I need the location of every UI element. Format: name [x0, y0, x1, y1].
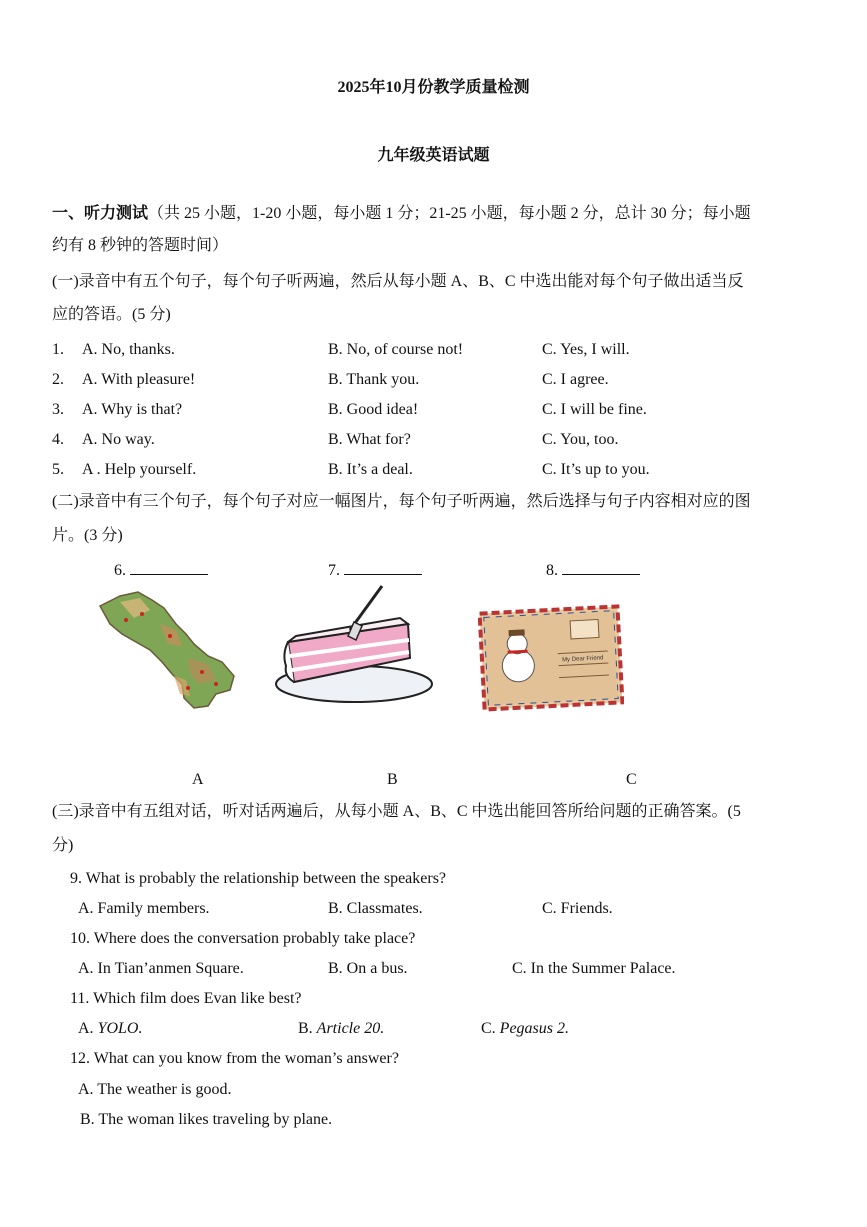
option-a: A. No, thanks.: [82, 341, 175, 358]
option-b: [298, 1019, 384, 1039]
question-10: 10. Where does the conversation probably take place?: [70, 930, 416, 947]
answer-blank-8: [546, 560, 640, 581]
film-title: YOLO.: [97, 1020, 143, 1037]
option-a: [78, 1019, 142, 1039]
option-b: B. Thank you.: [328, 371, 420, 388]
blank-line: [130, 560, 208, 575]
part1-instruction-b: 应的答语。(5 分): [52, 306, 171, 323]
section1-intro-a: （共 25 小题，1-20 小题，每小题 1 分；21-25 小题，每小题 2 分，总计 30 分；每小题: [148, 205, 751, 222]
answer-blank-6: [114, 560, 208, 581]
section1-intro-b: 约有 8 秒钟的答题时间）: [52, 237, 229, 254]
blank-number: 8.: [546, 562, 558, 579]
cake-icon: [270, 584, 435, 714]
option-a: A. Why is that?: [82, 401, 183, 418]
option-a: A. Family members.: [78, 900, 210, 917]
question-number: 1.: [52, 341, 64, 358]
question-11: 11. Which film does Evan like best?: [70, 990, 302, 1007]
option-b: B. On a bus.: [328, 960, 408, 977]
page-title: 2025年10月份教学质量检测: [337, 79, 530, 96]
blank-number: 7.: [328, 562, 340, 579]
option-a: A . Help yourself.: [82, 461, 197, 478]
option-letter: C.: [481, 1020, 500, 1037]
blank-line: [344, 560, 422, 575]
part2-instruction-a: (二)录音中有三个句子，每个句子对应一幅图片，每个句子听两遍，然后选择与句子内容相对应的图: [52, 493, 751, 510]
option-b: B. Classmates.: [328, 900, 423, 917]
film-title: Article 20.: [316, 1020, 385, 1037]
option-b: B. It’s a deal.: [328, 461, 413, 478]
question-number: 4.: [52, 431, 64, 448]
film-title: Pegasus 2.: [499, 1020, 569, 1037]
option-letter: B.: [298, 1020, 317, 1037]
option-c: C. It’s up to you.: [542, 461, 650, 478]
part3-instruction-b: 分): [52, 837, 74, 854]
question-number: 3.: [52, 401, 64, 418]
option-a: A. With pleasure!: [82, 371, 196, 388]
option-a: A. No way.: [82, 431, 155, 448]
page-subtitle: 九年级英语试题: [377, 147, 490, 164]
option-b: B. Good idea!: [328, 401, 419, 418]
blank-line: [562, 560, 640, 575]
map-icon: [90, 584, 240, 714]
option-letter: A.: [78, 1020, 98, 1037]
question-12: 12. What can you know from the woman’s answer?: [70, 1050, 399, 1067]
part1-instruction-a: (一)录音中有五个句子，每个句子听两遍，然后从每小题 A、B、C 中选出能对每个句子做出适当反: [52, 273, 744, 290]
section1-heading: 一、听力测试: [52, 205, 149, 222]
question-9: 9. What is probably the relationship between the speakers?: [70, 870, 447, 887]
postcard-text: My Dear Friend: [561, 655, 604, 664]
postcard-icon: [478, 604, 624, 712]
option-c: [481, 1019, 569, 1039]
picture-label-a: A: [192, 771, 204, 788]
option-a: A. In Tian’anmen Square.: [78, 960, 244, 977]
question-number: 5.: [52, 461, 64, 478]
option-a: A. The weather is good.: [78, 1081, 232, 1098]
section1-intro-line1: [52, 204, 751, 224]
option-c: C. In the Summer Palace.: [512, 960, 676, 977]
option-c: C. I agree.: [542, 371, 609, 388]
picture-label-c: C: [626, 771, 637, 788]
option-c: C. I will be fine.: [542, 401, 647, 418]
part3-instruction-a: (三)录音中有五组对话，听对话两遍后，从每小题 A、B、C 中选出能回答所给问题的正确答案。(5: [52, 803, 741, 820]
question-number: 2.: [52, 371, 64, 388]
option-b: B. What for?: [328, 431, 411, 448]
answer-blank-7: [328, 560, 422, 581]
option-b: B. The woman likes traveling by plane.: [80, 1111, 333, 1128]
picture-label-b: B: [387, 771, 398, 788]
part2-instruction-b: 片。(3 分): [52, 527, 123, 544]
blank-number: 6.: [114, 562, 126, 579]
option-c: C. Friends.: [542, 900, 613, 917]
option-c: C. You, too.: [542, 431, 619, 448]
option-c: C. Yes, I will.: [542, 341, 630, 358]
option-b: B. No, of course not!: [328, 341, 464, 358]
